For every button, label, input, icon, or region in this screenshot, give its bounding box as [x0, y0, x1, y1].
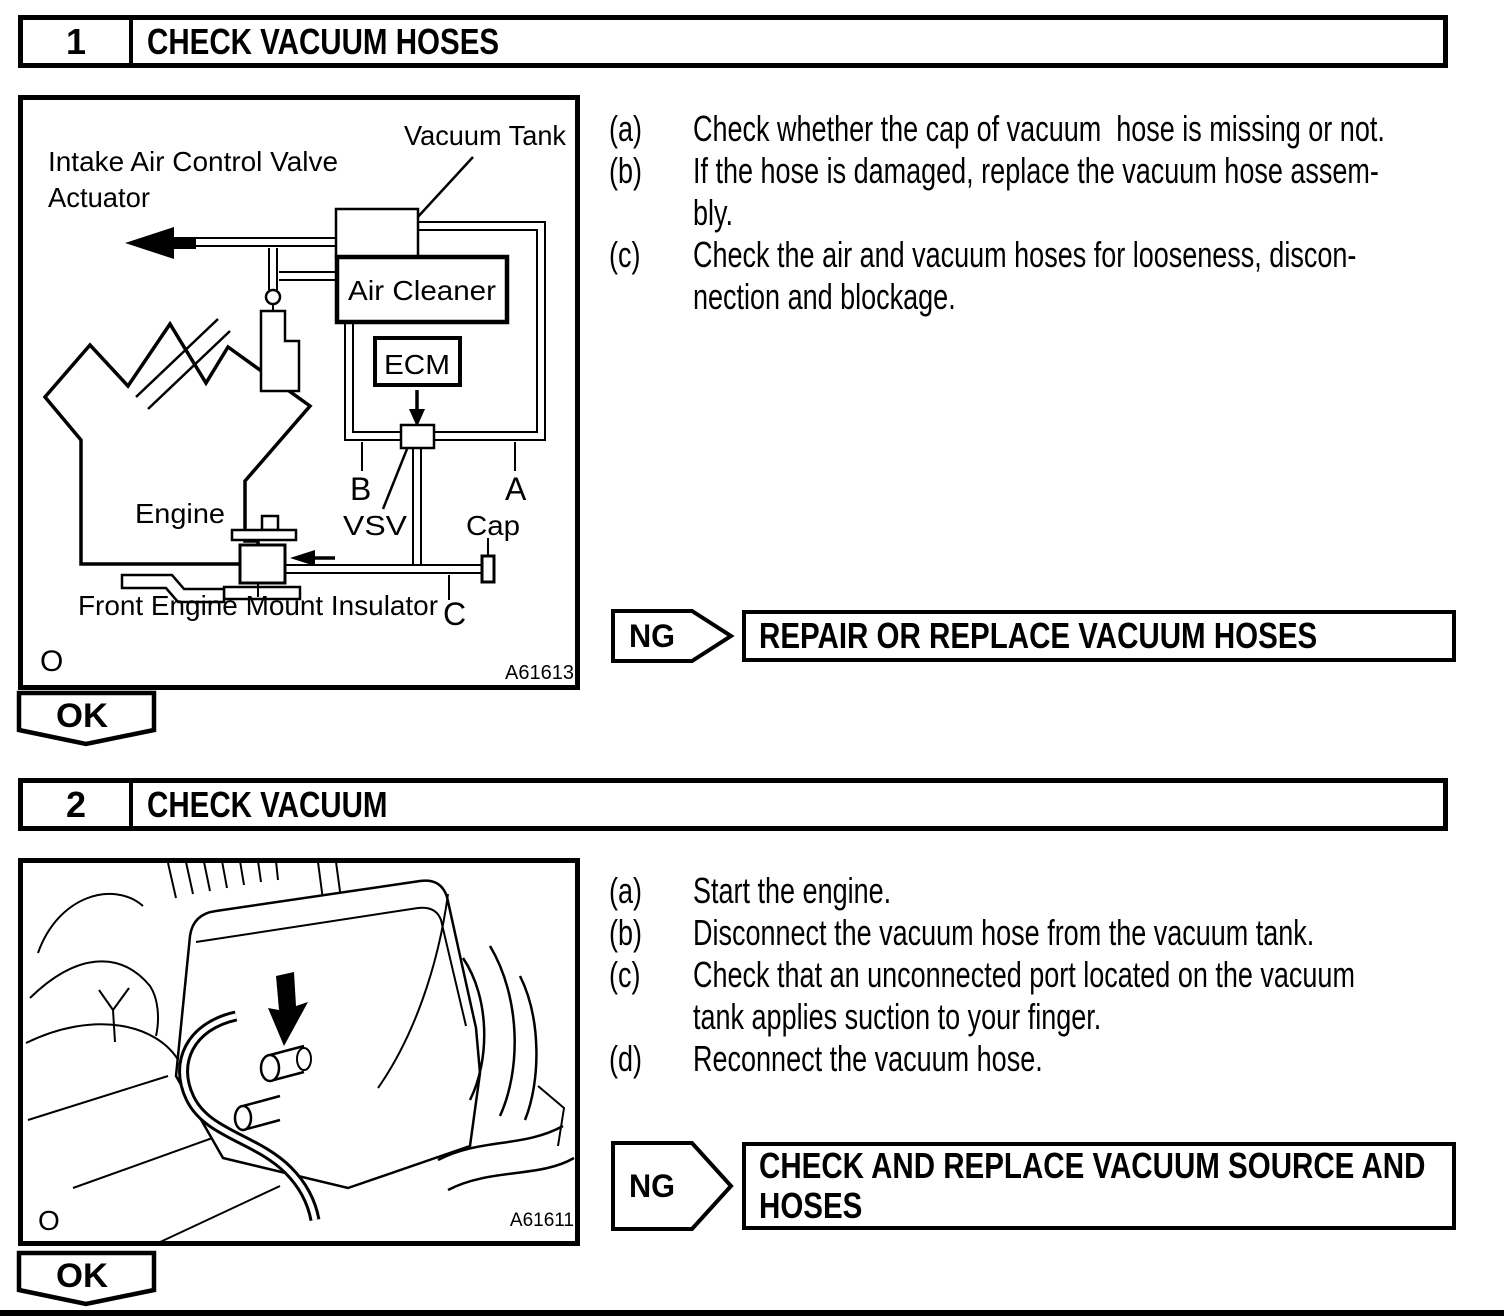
vsv-box [401, 425, 434, 448]
vacuum-tank-box [336, 209, 418, 257]
label-intake-air-control-valve: Intake Air Control Valve [48, 146, 338, 177]
ng-action-text: CHECK AND REPLACE VACUUM SOURCE AND [759, 1145, 1426, 1186]
ng-action-step-1 [742, 610, 1456, 662]
label-cap: Cap [466, 510, 520, 541]
air-cleaner-housing [176, 881, 480, 1188]
instruction-label: (a) [609, 870, 642, 911]
figure-vacuum-tank-photo [18, 858, 580, 1246]
step-1-number: 1 [23, 20, 133, 63]
lower-pipe-end [235, 1106, 251, 1130]
cap-symbol [482, 556, 494, 582]
label-vsv: VSV [343, 510, 408, 541]
label-air-cleaner: Air Cleaner [348, 275, 496, 306]
instruction-text: Start the engine. [693, 870, 892, 911]
page-bottom-rule [0, 1310, 1504, 1316]
figure-corner-mark: O [38, 1205, 60, 1236]
figure-code: A61613 [505, 662, 574, 684]
label-port-c: C [443, 596, 467, 632]
step-2-instructions [609, 870, 1457, 1080]
instruction-row [609, 150, 1457, 234]
instruction-label: (c) [609, 954, 641, 995]
instruction-label: (a) [609, 108, 642, 149]
instruction-text: Disconnect the vacuum hose from the vacuum tank. [693, 912, 1315, 953]
vacuum-port-end [297, 1048, 311, 1070]
label-actuator: Actuator [48, 182, 150, 213]
label-port-a: A [505, 471, 527, 507]
vacuum-port [261, 1055, 279, 1081]
label-ecm: ECM [384, 349, 450, 380]
step-1-title: CHECK VACUUM HOSES [147, 20, 500, 62]
instruction-text: Check the air and vacuum hoses for looseness, discon- nection and blockage. [693, 234, 1357, 317]
ng-action-step-2 [742, 1142, 1456, 1230]
ng-arrow-step-1 [610, 608, 736, 664]
ng-action-text: REPAIR OR REPLACE VACUUM HOSES [759, 615, 1318, 656]
ng-action-text: HOSES [759, 1185, 863, 1226]
label-front-engine-mount: Front Engine Mount Insulator [78, 590, 438, 621]
instruction-row [609, 912, 1457, 954]
check-valve-icon [266, 290, 280, 304]
figure-vacuum-hose-schematic [18, 95, 580, 690]
ok-label: OK [56, 1257, 109, 1295]
step-1-header [18, 15, 1448, 68]
ng-arrow-step-2 [610, 1140, 736, 1232]
mount-stub [262, 516, 278, 530]
label-port-b: B [350, 471, 372, 507]
step-2-title: CHECK VACUUM [147, 783, 388, 825]
step-1-instructions [609, 108, 1457, 318]
label-engine: Engine [135, 498, 225, 529]
instruction-label: (b) [609, 912, 642, 953]
mount-body [240, 545, 285, 583]
instruction-row [609, 108, 1457, 150]
label-vacuum-tank: Vacuum Tank [404, 120, 567, 151]
instruction-label: (d) [609, 1038, 642, 1079]
instruction-text: If the hose is damaged, replace the vacuum hose assem- bly. [693, 150, 1379, 233]
ng-label: NG [629, 1168, 675, 1204]
step-2-header [18, 778, 1448, 831]
instruction-text: Check whether the cap of vacuum hose is missing or not. [693, 108, 1385, 149]
instruction-row [609, 1038, 1457, 1080]
instruction-label: (b) [609, 150, 642, 191]
instruction-label: (c) [609, 234, 641, 275]
figure-corner-mark: O [40, 645, 64, 678]
instruction-text: Reconnect the vacuum hose. [693, 1038, 1043, 1079]
instruction-text: Check that an unconnected port located on the vacuum tank applies suction to your finger. [693, 954, 1355, 1037]
ok-banner-step-2 [16, 1250, 158, 1308]
figure-code: A61611 [509, 1210, 574, 1231]
instruction-row [609, 954, 1457, 1038]
mount-plate [232, 530, 296, 540]
ok-banner-step-1 [16, 690, 158, 748]
instruction-row [609, 234, 1457, 318]
ok-label: OK [56, 697, 109, 735]
ng-label: NG [629, 618, 675, 654]
step-2-number: 2 [23, 783, 133, 826]
instruction-row [609, 870, 1457, 912]
